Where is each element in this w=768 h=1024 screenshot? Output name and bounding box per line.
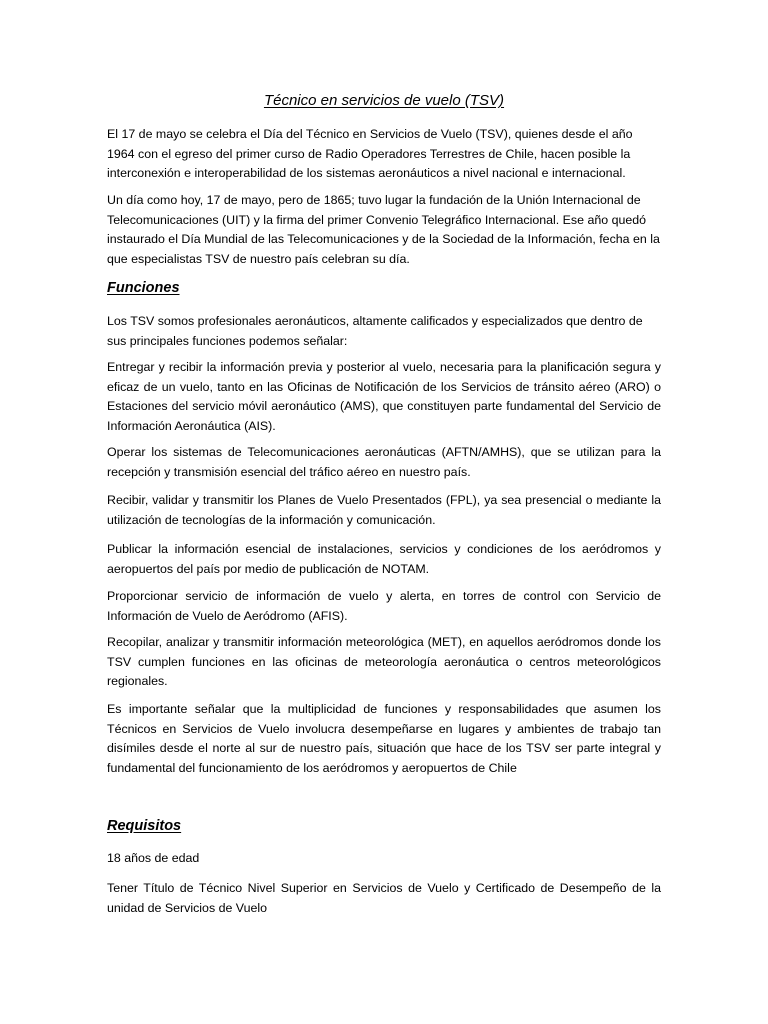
funcion-item-3: Recibir, validar y transmitir los Planes de Vuelo Presentados (FPL), ya sea presencial o mediante la utilización de tecnologías de la información y comunicación. [107,493,661,527]
funciones-intro: Los TSV somos profesionales aeronáuticos, altamente calificados y especializados que dentro de sus principales funciones podemos señalar: [107,314,643,348]
requisitos-heading: Requisitos [107,818,182,834]
document-title: Técnico en servicios de vuelo (TSV) [263,92,505,109]
funcion-item-5: Proporcionar servicio de información de vuelo y alerta, en torres de control con Servicio de Información de Vuelo de Aeródromo (AFIS). [107,589,661,623]
funcion-item-2: Operar los sistemas de Telecomunicaciones aeronáuticas (AFTN/AMHS), que se utilizan para la recepción y transmisión esencial del tráfico aéreo en nuestro país. [107,445,661,479]
funcion-item-6: Recopilar, analizar y transmitir información meteorológica (MET), en aquellos aeródromos donde los TSV cumplen funciones en las oficinas de meteorología aeronáutica o centros meteorológicos regionales. [107,635,661,688]
funcion-item-1: Entregar y recibir la información previa y posterior al vuelo, necesaria para la planificación segura y eficaz de un vuelo, tanto en las Oficinas de Notificación de los Servicios de tránsito aéreo (ARO) o Estaciones del servicio móvil aeronáutico (AMS), que constituyen parte fundamental del Servicio de Información Aeronáutica (AIS). [107,360,661,433]
requisito-item-1: 18 años de edad [107,851,200,865]
funciones-closing: Es importante señalar que la multiplicidad de funciones y responsabilidades que asumen los Técnicos en Servicios de Vuelo involucra desempeñarse en lugares y ambientes de trabajo tan disímiles desde el norte al sur de nuestro país, situación que hace de los TSV ser parte integral y fundamental del funcionamiento de los aeródromos y aeropuertos de Chile [107,702,661,775]
funciones-heading: Funciones [107,280,180,296]
requisito-item-2: Tener Título de Técnico Nivel Superior en Servicios de Vuelo y Certificado de Desempeño de la unidad de Servicios de Vuelo [107,881,661,915]
intro-paragraph-1: El 17 de mayo se celebra el Día del Técnico en Servicios de Vuelo (TSV), quienes desde el año 1964 con el egreso del primer curso de Radio Operadores Terrestres de Chile, hacen posible la interconexión e interoperabilidad de los sistemas aeronáuticos a nivel nacional e internacional. [107,127,633,180]
intro-paragraph-2: Un día como hoy, 17 de mayo, pero de 1865; tuvo lugar la fundación de la Unión Internacional de Telecomunicaciones (UIT) y la firma del primer Convenio Telegráfico Internacional. Ese año quedó instaurado el Día Mundial de las Telecomunicaciones y de la Sociedad de la Información, fecha en la que especialistas TSV de nuestro país celebran su día. [107,193,660,266]
funcion-item-4: Publicar la información esencial de instalaciones, servicios y condiciones de los aeródromos y aeropuertos del país por medio de publicación de NOTAM. [107,542,661,576]
